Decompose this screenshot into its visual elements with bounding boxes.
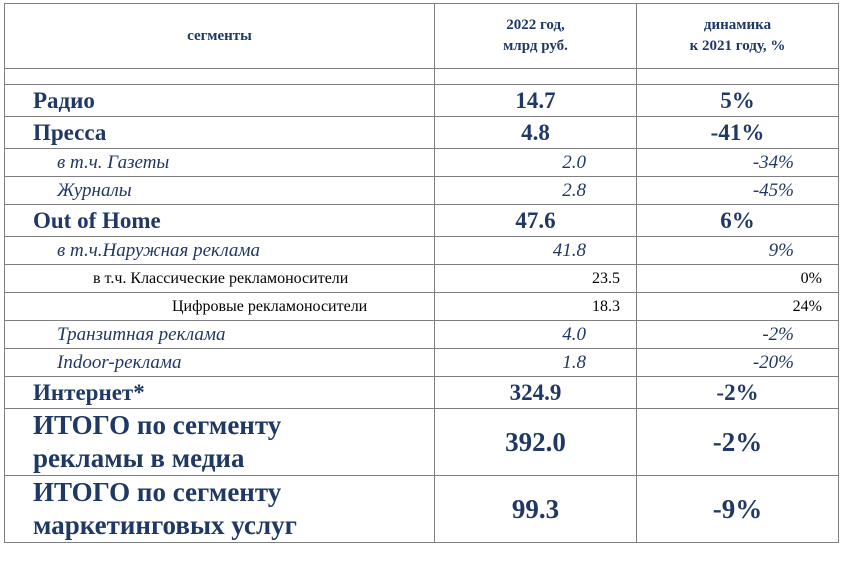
row-label: Радио [5,85,435,117]
row-label: в т.ч. Газеты [5,149,435,177]
row-digital [5,293,839,321]
row-label: в т.ч. Классические рекламоносители [5,265,435,293]
row-value: 41.8 [435,237,637,265]
row-change: 24% [637,293,839,321]
row-change: 9% [637,237,839,265]
row-label [5,409,435,476]
row-change: -2% [637,377,839,409]
row-outdoor [5,237,839,265]
row-classic [5,265,839,293]
spacer-cell [637,69,839,85]
row-change: 0% [637,265,839,293]
row-change: -2% [637,321,839,349]
row-label-line2: маркетинговых услуг [33,510,297,540]
row-change: 5% [637,85,839,117]
row-total-marketing [5,476,839,543]
row-value: 14.7 [435,85,637,117]
row-label: Out of Home [5,205,435,237]
ad-market-table [4,3,839,543]
row-value: 4.8 [435,117,637,149]
header-year-line1: 2022 год, [506,17,565,33]
row-label [5,476,435,543]
spacer-cell [5,69,435,85]
row-change: 6% [637,205,839,237]
row-value: 47.6 [435,205,637,237]
row-value: 23.5 [435,265,637,293]
row-label: в т.ч.Наружная реклама [5,237,435,265]
row-change: -45% [637,177,839,205]
row-newspapers [5,149,839,177]
row-label-line1: ИТОГО по сегменту [33,410,282,440]
row-label: Цифровые рекламоносители [5,293,435,321]
row-label: Транзитная реклама [5,321,435,349]
row-value: 99.3 [435,476,637,543]
row-transit [5,321,839,349]
row-label: Интернет* [5,377,435,409]
row-change: -9% [637,476,839,543]
row-value: 324.9 [435,377,637,409]
row-magazines [5,177,839,205]
row-label-line1: ИТОГО по сегменту [33,477,282,507]
row-value: 2.8 [435,177,637,205]
row-value: 1.8 [435,349,637,377]
header-dynamics [637,4,839,69]
row-value: 4.0 [435,321,637,349]
row-out-of-home [5,205,839,237]
header-segments: сегменты [5,4,435,69]
row-change: -20% [637,349,839,377]
table-header-row [5,4,839,69]
header-dynamics-line1: динамика [703,17,772,33]
row-label: Журналы [5,177,435,205]
row-value: 392.0 [435,409,637,476]
row-value: 2.0 [435,149,637,177]
row-label: Indoor-реклама [5,349,435,377]
row-change: -2% [637,409,839,476]
row-change: -34% [637,149,839,177]
header-dynamics-line2: к 2021 году, % [689,38,786,54]
row-internet [5,377,839,409]
row-press [5,117,839,149]
row-indoor [5,349,839,377]
row-value: 18.3 [435,293,637,321]
spacer-row [5,69,839,85]
header-year-line2: млрд руб. [503,38,568,54]
row-change: -41% [637,117,839,149]
row-radio [5,85,839,117]
row-label-line2: рекламы в медиа [33,443,245,473]
row-label: Пресса [5,117,435,149]
header-year [435,4,637,69]
row-total-media [5,409,839,476]
spacer-cell [435,69,637,85]
